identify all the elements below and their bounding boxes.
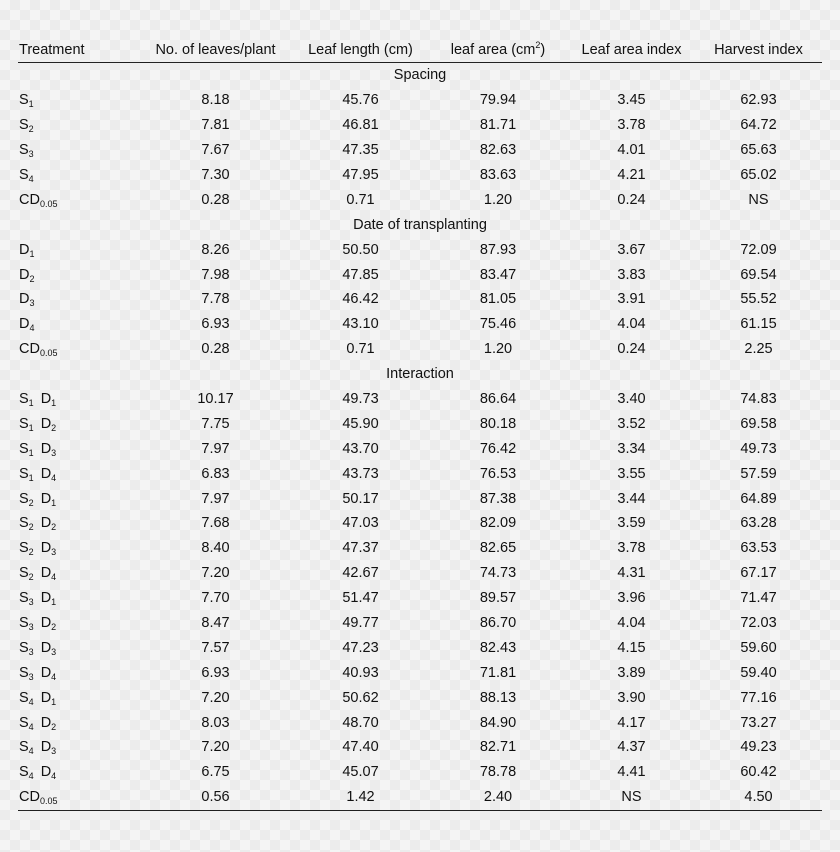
leaf-area-cell: 75.46 bbox=[479, 316, 517, 333]
treatment-cell bbox=[18, 685, 138, 710]
treatment-symbol: D bbox=[40, 391, 52, 408]
treatment-symbol: D bbox=[40, 664, 52, 681]
leaves-per-plant-cell: 7.97 bbox=[201, 490, 230, 507]
leaves-per-plant-cell: 7.97 bbox=[201, 440, 230, 457]
leaf-length-cell: 42.67 bbox=[342, 565, 379, 582]
treatment-symbol: S bbox=[19, 764, 29, 781]
table-row bbox=[18, 685, 822, 710]
treatment-symbol: D bbox=[40, 639, 52, 656]
treatment-symbol: S bbox=[19, 490, 29, 507]
leaf-area-cell: 86.70 bbox=[479, 615, 517, 632]
treatment-subscript: 4 bbox=[28, 696, 34, 707]
treatment-symbol: D bbox=[40, 440, 52, 457]
treatment-subscript: 4 bbox=[28, 721, 34, 732]
leaf-area-cell: 81.05 bbox=[479, 291, 517, 308]
leaf-area-cell: 79.94 bbox=[479, 92, 517, 109]
leaf-length-cell: 47.35 bbox=[342, 142, 379, 159]
section-row bbox=[18, 212, 822, 237]
harvest-index-cell: 67.17 bbox=[740, 565, 777, 582]
treatment-subscript: 1 bbox=[51, 696, 57, 707]
leaf-area-index-cell: 4.37 bbox=[617, 739, 646, 756]
treatment-symbol: D bbox=[40, 415, 52, 432]
table-row bbox=[18, 337, 822, 362]
treatment-symbol: D bbox=[40, 739, 52, 756]
header-leaf-length: Leaf length (cm) bbox=[308, 42, 413, 58]
leaf-length-cell: 49.77 bbox=[342, 615, 379, 632]
leaf-length-cell: 40.93 bbox=[342, 664, 379, 681]
treatment-cell bbox=[18, 486, 138, 511]
leaf-length-cell: 50.62 bbox=[342, 689, 379, 706]
header-row bbox=[18, 38, 822, 63]
leaf-area-cell: 82.43 bbox=[479, 639, 517, 656]
treatment-symbol: D bbox=[40, 689, 52, 706]
header-harvest-index: Harvest index bbox=[714, 42, 803, 58]
treatment-cell bbox=[18, 611, 138, 636]
treatment-cell bbox=[18, 511, 138, 536]
leaf-area-index-cell: 0.24 bbox=[617, 341, 646, 358]
treatment-cell bbox=[18, 163, 138, 188]
treatment-symbol: S bbox=[19, 92, 29, 109]
treatment-subscript: 2 bbox=[28, 124, 34, 135]
treatment-subscript: 3 bbox=[51, 547, 57, 558]
leaf-length-cell: 47.37 bbox=[342, 540, 379, 557]
leaf-length-cell: 51.47 bbox=[342, 590, 379, 607]
leaf-area-cell: 89.57 bbox=[479, 590, 517, 607]
treatment-cell bbox=[18, 187, 138, 212]
leaves-per-plant-cell: 7.98 bbox=[201, 266, 230, 283]
harvest-index-cell: 60.42 bbox=[740, 764, 777, 781]
treatment-subscript: 4 bbox=[51, 771, 57, 782]
header-leaves-per-plant: No. of leaves/plant bbox=[155, 42, 276, 58]
leaf-area-index-cell: 0.24 bbox=[617, 191, 646, 208]
leaves-per-plant-cell: 6.93 bbox=[201, 664, 230, 681]
harvest-index-cell: 59.60 bbox=[740, 639, 777, 656]
section-title: Spacing bbox=[393, 67, 447, 84]
harvest-index-cell: 55.52 bbox=[740, 291, 777, 308]
leaf-area-index-cell: 3.34 bbox=[617, 440, 646, 457]
treatment-cell bbox=[18, 760, 138, 785]
leaf-length-cell: 45.07 bbox=[342, 764, 379, 781]
treatment-subscript: 2 bbox=[51, 422, 57, 433]
leaf-length-cell: 46.42 bbox=[342, 291, 379, 308]
leaves-per-plant-cell: 0.28 bbox=[201, 341, 230, 358]
leaves-per-plant-cell: 7.20 bbox=[201, 689, 230, 706]
leaves-per-plant-cell: 8.26 bbox=[201, 241, 230, 258]
leaves-per-plant-cell: 7.75 bbox=[201, 415, 230, 432]
leaves-per-plant-cell: 7.68 bbox=[201, 515, 230, 532]
harvest-index-cell: 62.93 bbox=[740, 92, 777, 109]
treatment-subscript: 1 bbox=[28, 447, 34, 458]
leaf-area-index-cell: 3.78 bbox=[617, 117, 646, 134]
treatment-subscript: 1 bbox=[28, 99, 34, 110]
harvest-index-cell: 72.03 bbox=[740, 615, 777, 632]
treatment-cell bbox=[18, 113, 138, 138]
treatment-cell bbox=[18, 411, 138, 436]
treatment-subscript: 0.05 bbox=[39, 198, 58, 209]
treatment-cell bbox=[18, 337, 138, 362]
table-row bbox=[18, 138, 822, 163]
section-row bbox=[18, 63, 822, 88]
leaf-length-cell: 0.71 bbox=[346, 341, 375, 358]
treatment-subscript: 1 bbox=[28, 422, 34, 433]
treatment-symbol: D bbox=[19, 266, 30, 283]
leaf-area-index-cell: 3.78 bbox=[617, 540, 646, 557]
treatment-symbol: S bbox=[19, 415, 29, 432]
harvest-index-cell: 65.63 bbox=[740, 142, 777, 159]
leaves-per-plant-cell: 7.70 bbox=[201, 590, 230, 607]
treatment-cell bbox=[18, 561, 138, 586]
leaf-length-cell: 0.71 bbox=[346, 191, 375, 208]
header-leaf-area-sup: 2 bbox=[535, 40, 541, 50]
harvest-index-cell: 69.54 bbox=[740, 266, 777, 283]
treatment-subscript: 0.05 bbox=[39, 348, 58, 359]
table-row bbox=[18, 187, 822, 212]
treatment-symbol: S bbox=[19, 689, 29, 706]
leaves-per-plant-cell: 8.40 bbox=[201, 540, 230, 557]
treatment-symbol: D bbox=[40, 515, 52, 532]
treatment-symbol: D bbox=[40, 590, 52, 607]
leaves-per-plant-cell: 7.78 bbox=[201, 291, 230, 308]
leaf-area-index-cell: 3.55 bbox=[617, 465, 646, 482]
leaf-length-cell: 43.10 bbox=[342, 316, 379, 333]
leaf-length-cell: 47.40 bbox=[342, 739, 379, 756]
leaf-area-index-cell: 4.04 bbox=[617, 615, 646, 632]
treatment-symbol: S bbox=[19, 440, 29, 457]
treatment-subscript: 3 bbox=[28, 622, 34, 633]
harvest-index-cell: 77.16 bbox=[740, 689, 777, 706]
leaves-per-plant-cell: 7.57 bbox=[201, 639, 230, 656]
treatment-cell bbox=[18, 461, 138, 486]
leaves-per-plant-cell: 8.03 bbox=[201, 714, 230, 731]
treatment-cell bbox=[18, 237, 138, 262]
treatment-symbol: S bbox=[19, 714, 29, 731]
leaves-per-plant-cell: 0.56 bbox=[201, 789, 230, 806]
leaf-area-cell: 1.20 bbox=[483, 191, 513, 208]
leaves-per-plant-cell: 10.17 bbox=[197, 391, 234, 408]
table-header bbox=[18, 38, 822, 63]
treatment-subscript: 2 bbox=[29, 273, 35, 284]
treatment-symbol: S bbox=[19, 739, 29, 756]
leaf-length-cell: 47.85 bbox=[342, 266, 379, 283]
leaf-area-cell: 78.78 bbox=[479, 764, 517, 781]
treatment-symbol: S bbox=[19, 117, 29, 134]
treatment-subscript: 3 bbox=[51, 646, 57, 657]
leaf-area-cell: 84.90 bbox=[479, 714, 517, 731]
table-row bbox=[18, 710, 822, 735]
leaves-per-plant-cell: 6.83 bbox=[201, 465, 230, 482]
leaves-per-plant-cell: 8.18 bbox=[201, 92, 230, 109]
treatment-subscript: 2 bbox=[28, 497, 34, 508]
treatment-subscript: 0.05 bbox=[39, 796, 58, 807]
treatment-subscript: 2 bbox=[28, 547, 34, 558]
treatment-cell bbox=[18, 586, 138, 611]
leaf-area-cell: 76.53 bbox=[479, 465, 517, 482]
treatment-subscript: 1 bbox=[51, 497, 57, 508]
leaf-area-cell: 1.20 bbox=[483, 341, 513, 358]
leaf-length-cell: 43.70 bbox=[342, 440, 379, 457]
leaf-area-cell: 2.40 bbox=[483, 789, 513, 806]
treatment-subscript: 4 bbox=[51, 572, 57, 583]
table-row bbox=[18, 88, 822, 113]
table-row bbox=[18, 561, 822, 586]
table-row bbox=[18, 436, 822, 461]
treatment-subscript: 4 bbox=[28, 174, 34, 184]
leaf-length-cell: 49.73 bbox=[342, 391, 379, 408]
treatment-cell bbox=[18, 660, 138, 685]
leaf-length-cell: 45.76 bbox=[342, 92, 379, 109]
leaf-area-cell: 80.18 bbox=[479, 415, 517, 432]
leaf-area-cell: 88.13 bbox=[479, 689, 517, 706]
treatment-subscript: 2 bbox=[51, 721, 57, 732]
treatment-symbol: D bbox=[19, 291, 30, 308]
header-leaf-area-index: Leaf area index bbox=[581, 42, 682, 58]
leaf-area-cell: 76.42 bbox=[479, 440, 517, 457]
treatment-subscript: 2 bbox=[28, 572, 34, 583]
leaf-area-index-cell: 3.89 bbox=[617, 664, 646, 681]
treatment-symbol: D bbox=[40, 490, 52, 507]
leaf-area-index-cell: 3.40 bbox=[617, 391, 646, 408]
leaf-area-cell: 74.73 bbox=[479, 565, 517, 582]
treatment-symbol: D bbox=[40, 714, 52, 731]
treatment-symbol: D bbox=[40, 540, 52, 557]
treatment-cell bbox=[18, 287, 138, 312]
leaf-length-cell: 46.81 bbox=[342, 117, 379, 134]
treatment-symbol: D bbox=[19, 241, 30, 258]
leaf-length-cell: 50.50 bbox=[342, 241, 379, 258]
leaf-area-cell: 83.47 bbox=[479, 266, 517, 283]
leaf-area-index-cell: 3.91 bbox=[617, 291, 646, 308]
treatment-symbol: D bbox=[40, 565, 52, 582]
treatment-subscript: 4 bbox=[28, 746, 34, 757]
leaf-area-index-cell: 3.59 bbox=[617, 515, 646, 532]
treatment-subscript: 2 bbox=[28, 522, 34, 533]
treatment-symbol: S bbox=[19, 465, 29, 482]
treatment-cell bbox=[18, 312, 138, 337]
leaf-area-index-cell: 3.83 bbox=[617, 266, 646, 283]
harvest-index-cell: 71.47 bbox=[740, 590, 777, 607]
leaves-per-plant-cell: 6.75 bbox=[201, 764, 230, 781]
leaf-area-cell: 71.81 bbox=[479, 664, 517, 681]
harvest-index-cell: 72.09 bbox=[740, 241, 777, 258]
harvest-index-cell: 74.83 bbox=[740, 391, 777, 408]
table-row bbox=[18, 735, 822, 760]
leaf-length-cell: 50.17 bbox=[342, 490, 379, 507]
leaf-area-index-cell: 4.15 bbox=[617, 639, 646, 656]
leaf-area-cell: 87.93 bbox=[479, 241, 517, 258]
table-row bbox=[18, 237, 822, 262]
treatment-cell bbox=[18, 262, 138, 287]
table-row bbox=[18, 760, 822, 785]
treatment-subscript: 3 bbox=[28, 646, 34, 657]
header-leaf-area bbox=[428, 38, 568, 63]
table-row bbox=[18, 536, 822, 561]
treatment-subscript: 1 bbox=[28, 398, 34, 409]
harvest-index-cell: 49.23 bbox=[740, 739, 777, 756]
header-leaf-area-close: ) bbox=[540, 42, 546, 58]
treatment-symbol: CD bbox=[19, 789, 40, 806]
table-row bbox=[18, 461, 822, 486]
leaf-area-index-cell: 3.90 bbox=[617, 689, 646, 706]
treatment-subscript: 4 bbox=[51, 671, 57, 682]
leaf-length-cell: 47.95 bbox=[342, 167, 379, 183]
table-row bbox=[18, 486, 822, 511]
harvest-index-cell: 57.59 bbox=[740, 465, 777, 482]
leaves-per-plant-cell: 7.81 bbox=[201, 117, 230, 134]
harvest-index-cell: 59.40 bbox=[740, 664, 777, 681]
treatment-symbol: S bbox=[19, 639, 29, 656]
leaves-per-plant-cell: 8.47 bbox=[201, 615, 230, 632]
harvest-index-cell: 4.50 bbox=[744, 789, 773, 806]
harvest-index-cell: 63.28 bbox=[740, 515, 777, 532]
treatment-subscript: 3 bbox=[28, 597, 34, 608]
harvest-index-cell: 49.73 bbox=[740, 440, 777, 457]
header-treatment: Treatment bbox=[19, 42, 85, 58]
section-title: Date of transplanting bbox=[353, 216, 487, 233]
harvest-index-cell: 65.02 bbox=[740, 167, 777, 183]
treatment-subscript: 2 bbox=[51, 522, 57, 533]
treatment-cell bbox=[18, 88, 138, 113]
leaf-area-index-cell: 4.01 bbox=[617, 142, 646, 159]
treatment-cell bbox=[18, 785, 138, 810]
leaves-per-plant-cell: 7.67 bbox=[201, 142, 230, 159]
leaf-area-index-cell: 4.31 bbox=[617, 565, 646, 582]
treatment-subscript: 1 bbox=[29, 248, 35, 259]
harvest-index-cell: 64.72 bbox=[740, 117, 777, 134]
leaf-area-cell: 81.71 bbox=[479, 117, 517, 134]
treatment-subscript: 3 bbox=[28, 671, 34, 682]
treatment-subscript: 1 bbox=[51, 398, 57, 409]
table-row bbox=[18, 635, 822, 660]
harvest-index-cell: 63.53 bbox=[740, 540, 777, 557]
treatment-cell bbox=[18, 387, 138, 412]
table-row bbox=[18, 660, 822, 685]
results-table bbox=[18, 38, 822, 811]
treatment-subscript: 4 bbox=[28, 771, 34, 782]
leaf-area-index-cell: 3.67 bbox=[617, 241, 646, 258]
treatment-symbol: D bbox=[40, 764, 52, 781]
treatment-symbol: S bbox=[19, 540, 29, 557]
leaf-area-cell: 82.71 bbox=[479, 739, 517, 756]
treatment-cell bbox=[18, 436, 138, 461]
table-row bbox=[18, 312, 822, 337]
leaf-area-cell: 86.64 bbox=[479, 391, 517, 408]
leaf-area-index-cell: 4.41 bbox=[617, 764, 646, 781]
treatment-cell bbox=[18, 710, 138, 735]
leaf-area-index-cell: 3.96 bbox=[617, 590, 646, 607]
table-row bbox=[18, 785, 822, 810]
harvest-index-cell: 64.89 bbox=[740, 490, 777, 507]
treatment-symbol: S bbox=[19, 590, 29, 607]
treatment-symbol: CD bbox=[19, 341, 40, 358]
treatment-cell bbox=[18, 138, 138, 163]
treatment-symbol: S bbox=[19, 391, 29, 408]
treatment-symbol: D bbox=[40, 465, 52, 482]
section-title: Interaction bbox=[386, 366, 454, 383]
section-row bbox=[18, 362, 822, 387]
leaf-area-cell: 82.65 bbox=[479, 540, 517, 557]
treatment-subscript: 1 bbox=[51, 597, 57, 608]
leaves-per-plant-cell: 6.93 bbox=[201, 316, 230, 333]
leaves-per-plant-cell: 0.28 bbox=[201, 191, 230, 208]
harvest-index-cell: NS bbox=[748, 191, 769, 208]
leaf-length-cell: 47.23 bbox=[342, 639, 379, 656]
table-row bbox=[18, 611, 822, 636]
table-row bbox=[18, 387, 822, 412]
table-row bbox=[18, 586, 822, 611]
treatment-symbol: CD bbox=[19, 191, 40, 208]
leaves-per-plant-cell: 7.30 bbox=[201, 167, 230, 183]
leaf-area-index-cell: NS bbox=[621, 789, 642, 806]
leaf-area-index-cell: 4.17 bbox=[617, 714, 646, 731]
treatment-cell bbox=[18, 536, 138, 561]
table-row bbox=[18, 113, 822, 138]
leaf-area-index-cell: 3.45 bbox=[617, 92, 646, 109]
table-row bbox=[18, 163, 822, 188]
treatment-symbol: S bbox=[19, 615, 29, 632]
treatment-subscript: 4 bbox=[51, 472, 57, 483]
leaf-area-cell: 82.09 bbox=[479, 515, 517, 532]
leaf-area-cell: 83.63 bbox=[479, 167, 517, 183]
treatment-symbol: S bbox=[19, 565, 29, 582]
harvest-index-cell: 69.58 bbox=[740, 415, 777, 432]
leaf-area-index-cell: 4.04 bbox=[617, 316, 646, 333]
harvest-index-cell: 61.15 bbox=[740, 316, 777, 333]
table-row bbox=[18, 287, 822, 312]
treatment-symbol: D bbox=[19, 316, 30, 333]
table-body bbox=[18, 63, 822, 811]
treatment-subscript: 3 bbox=[51, 746, 57, 757]
leaves-per-plant-cell: 7.20 bbox=[201, 739, 230, 756]
leaf-length-cell: 45.90 bbox=[342, 415, 379, 432]
leaf-length-cell: 1.42 bbox=[346, 789, 375, 806]
harvest-index-cell: 2.25 bbox=[744, 341, 773, 358]
treatment-symbol: S bbox=[19, 515, 29, 532]
treatment-subscript: 3 bbox=[51, 447, 57, 458]
leaf-area-cell: 82.63 bbox=[479, 142, 517, 159]
treatment-subscript: 3 bbox=[28, 149, 34, 160]
data-table-document bbox=[18, 38, 822, 811]
leaf-area-index-cell: 3.52 bbox=[617, 415, 646, 432]
leaf-area-index-cell: 3.44 bbox=[617, 490, 646, 507]
leaf-length-cell: 43.73 bbox=[342, 465, 379, 482]
leaf-area-index-cell: 4.21 bbox=[617, 167, 646, 183]
treatment-subscript: 1 bbox=[28, 472, 34, 483]
treatment-symbol: D bbox=[40, 615, 52, 632]
table-row bbox=[18, 511, 822, 536]
harvest-index-cell: 73.27 bbox=[740, 714, 777, 731]
treatment-symbol: S bbox=[19, 664, 29, 681]
table-row bbox=[18, 411, 822, 436]
table-row bbox=[18, 262, 822, 287]
leaf-length-cell: 47.03 bbox=[342, 515, 379, 532]
leaf-area-cell: 87.38 bbox=[479, 490, 517, 507]
treatment-cell bbox=[18, 735, 138, 760]
treatment-symbol: S bbox=[19, 167, 29, 183]
leaf-length-cell: 48.70 bbox=[342, 714, 379, 731]
treatment-cell bbox=[18, 635, 138, 660]
leaves-per-plant-cell: 7.20 bbox=[201, 565, 230, 582]
treatment-subscript: 4 bbox=[29, 323, 35, 334]
treatment-subscript: 3 bbox=[29, 298, 35, 309]
header-leaf-area-text: leaf area (cm bbox=[450, 42, 536, 58]
treatment-subscript: 2 bbox=[51, 622, 57, 633]
treatment-symbol: S bbox=[19, 142, 29, 159]
